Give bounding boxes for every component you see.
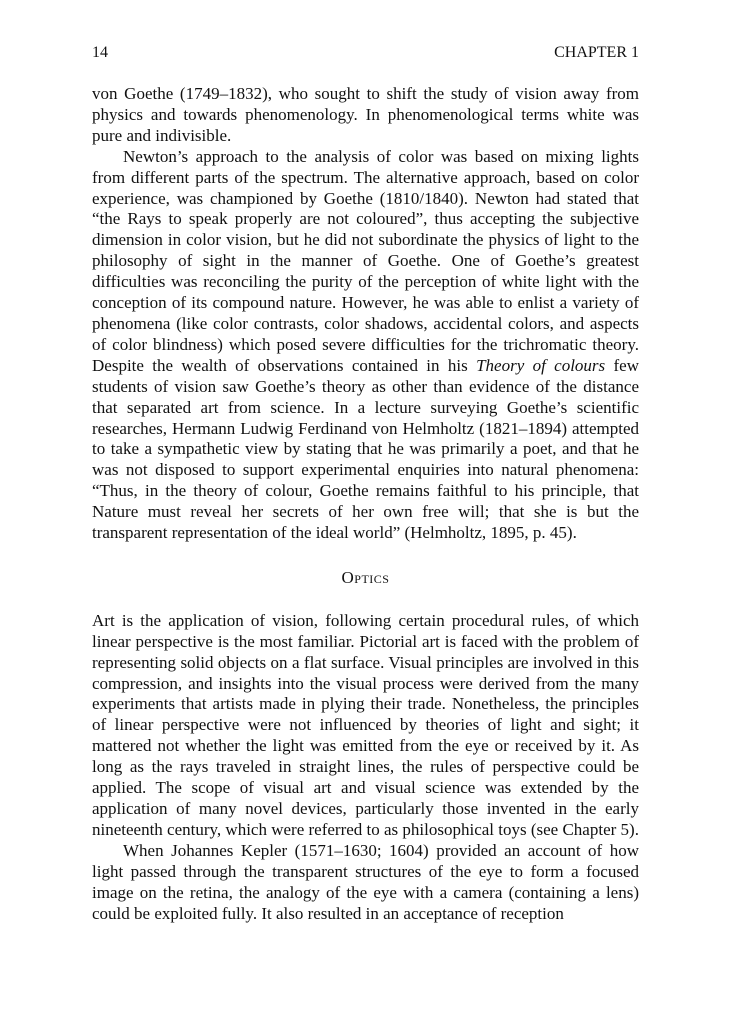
paragraph-text: few students of vision saw Goethe’s theory as other than evidence of the distance that separated art from science. In a lecture surveying Goethe’s scientific researches, Hermann Ludwig Ferdinand von Helmholtz (1821–1894) attempted to take a sympathetic view by stating that he was primarily a poet, and that he was not disposed to support experimental enquiries into natural phenomena: “Thus, in the theory of colour, Goethe remains faithful to his principle, that Nature must reveal her secrets of her own free will; that she is but the transparent representation of the ideal world” (Helmholtz, 1895, p. 45). bbox=[92, 355, 640, 543]
paragraph-newton-goethe bbox=[92, 147, 639, 544]
page-header bbox=[92, 44, 639, 66]
paragraph-goethe-intro: von Goethe (1749–1832), who sought to shift the study of vision away from physics and towards phenomenology. In phenomenological terms white was pure and indivisible. bbox=[92, 84, 639, 145]
paragraph-art-perspective: Art is the application of vision, following certain procedural rules, of which linear perspective is the most familiar. Pictorial art is faced with the problem of representing solid objects on a flat surface. Visual principles are involved in this compression, and insights into the visual process were derived from the many experiments that artists made in plying their trade. Nonetheless, the principles of linear perspective were not influenced by theories of light and sight; it mattered not whether the light was emitted from the eye or received by it. As long as the rays traveled in straight lines, the rules of perspective could be applied. The scope of visual art and visual science was extended by the application of many novel devices, particularly those invented in the early nineteenth century, which were referred to as philosophical toys (see Chapter 5). bbox=[92, 610, 639, 839]
paragraph-text: Newton’s approach to the analysis of color was based on mixing lights from different parts of the spectrum. The alternative approach, based on color experience, was championed by Goethe (1810/1840). Newton had stated that “the Rays to speak properly are not coloured”, thus accepting the subjective dimension in color vision, but he did not subordinate the physics of light to the philosophy of sight in the manner of Goethe. One of Goethe’s greatest difficulties was reconciling the purity of the perception of white light with the conception of its compound nature. However, he was able to enlist a variety of phenomena (like color contrasts, color shadows, accidental colors, and aspects of color blindness) which posed severe difficulties for the trichromatic theory. Despite the wealth of observations contained in his bbox=[92, 146, 639, 375]
paragraph-kepler: When Johannes Kepler (1571–1630; 1604) provided an account of how light passed through the transparent structures of the eye to form a focused image on the retina, the analogy of the eye with a camera (containing a lens) could be exploited fully. It also resulted in an acceptance of reception bbox=[92, 840, 639, 923]
book-title-theory-of-colours: Theory of colours bbox=[476, 355, 606, 375]
running-head: CHAPTER 1 bbox=[554, 44, 639, 61]
section-heading-optics: Optics bbox=[341, 567, 390, 587]
page-number: 14 bbox=[92, 44, 108, 61]
body-text bbox=[92, 84, 639, 924]
